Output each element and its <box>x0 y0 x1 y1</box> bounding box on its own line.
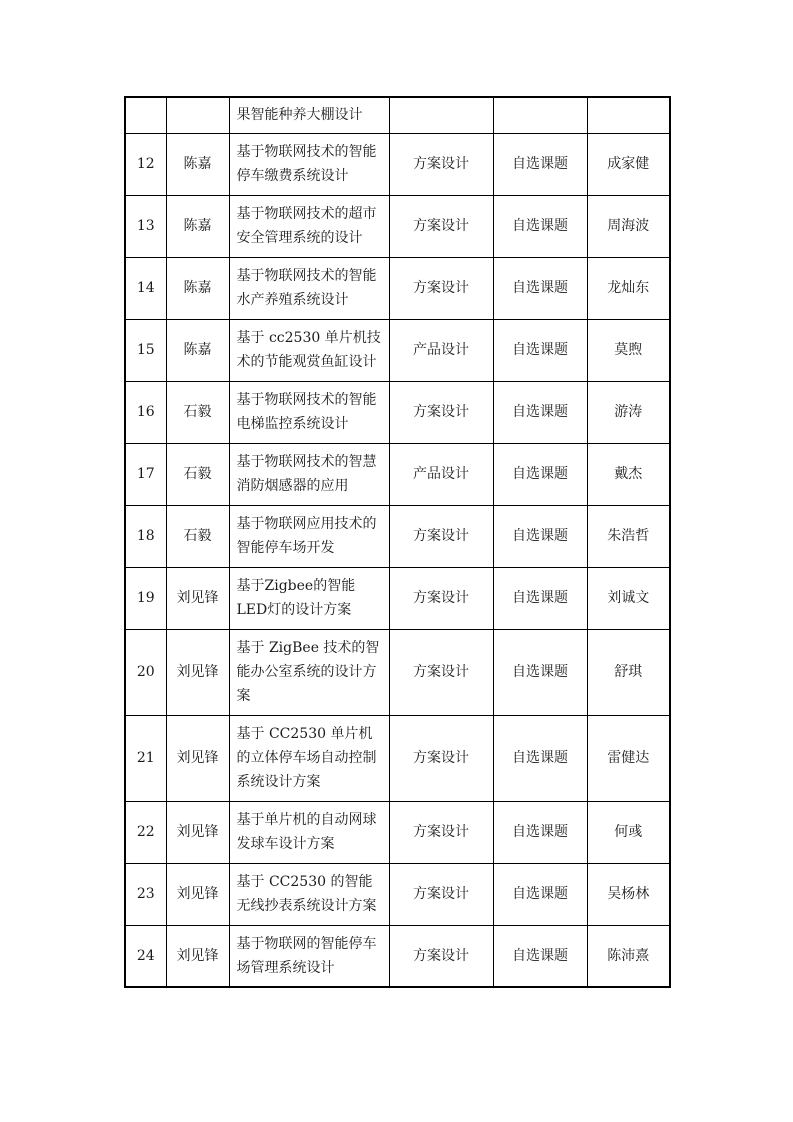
row-number: 24 <box>125 925 166 987</box>
table-row <box>125 801 670 863</box>
topic-title: 基于Zigbee的智能LED灯的设计方案 <box>229 567 389 629</box>
row-number: 14 <box>125 257 166 319</box>
topic-title: 基于单片机的自动网球发球车设计方案 <box>229 801 389 863</box>
topic-source: 自选课题 <box>493 629 587 715</box>
design-type: 方案设计 <box>389 801 493 863</box>
design-type: 方案设计 <box>389 257 493 319</box>
design-type: 方案设计 <box>389 195 493 257</box>
student-name: 游涛 <box>587 381 670 443</box>
table-row <box>125 863 670 925</box>
student-name: 戴杰 <box>587 443 670 505</box>
topic-title: 基于物联网的智能停车场管理系统设计 <box>229 925 389 987</box>
topic-title: 基于 CC2530 单片机的立体停车场自动控制系统设计方案 <box>229 715 389 801</box>
topic-title: 基于物联网技术的智能水产养殖系统设计 <box>229 257 389 319</box>
teacher-name <box>166 97 229 133</box>
topic-title: 基于物联网应用技术的智能停车场开发 <box>229 505 389 567</box>
row-number: 13 <box>125 195 166 257</box>
teacher-name: 陈嘉 <box>166 133 229 195</box>
design-type <box>389 97 493 133</box>
topic-source: 自选课题 <box>493 257 587 319</box>
topic-source: 自选课题 <box>493 381 587 443</box>
topic-source: 自选课题 <box>493 443 587 505</box>
topic-source: 自选课题 <box>493 925 587 987</box>
teacher-name: 石毅 <box>166 443 229 505</box>
teacher-name: 刘见锋 <box>166 925 229 987</box>
topic-title: 基于物联网技术的超市安全管理系统的设计 <box>229 195 389 257</box>
table-row <box>125 381 670 443</box>
topic-source: 自选课题 <box>493 801 587 863</box>
teacher-name: 刘见锋 <box>166 863 229 925</box>
design-type: 方案设计 <box>389 629 493 715</box>
student-name: 朱浩哲 <box>587 505 670 567</box>
table-row <box>125 257 670 319</box>
student-name <box>587 97 670 133</box>
topic-source: 自选课题 <box>493 195 587 257</box>
row-number: 17 <box>125 443 166 505</box>
table-row <box>125 443 670 505</box>
teacher-name: 陈嘉 <box>166 319 229 381</box>
row-number: 12 <box>125 133 166 195</box>
student-name: 舒琪 <box>587 629 670 715</box>
topic-title: 基于物联网技术的智能电梯监控系统设计 <box>229 381 389 443</box>
table-row <box>125 319 670 381</box>
topic-title: 基于 ZigBee 技术的智能办公室系统的设计方案 <box>229 629 389 715</box>
teacher-name: 石毅 <box>166 505 229 567</box>
row-number <box>125 97 166 133</box>
topic-source <box>493 97 587 133</box>
table-row <box>125 195 670 257</box>
student-name: 何彧 <box>587 801 670 863</box>
teacher-name: 刘见锋 <box>166 715 229 801</box>
topic-source: 自选课题 <box>493 863 587 925</box>
topic-title: 基于物联网技术的智慧消防烟感器的应用 <box>229 443 389 505</box>
table-row <box>125 97 670 133</box>
topic-title: 基于物联网技术的智能停车缴费系统设计 <box>229 133 389 195</box>
design-type: 产品设计 <box>389 443 493 505</box>
design-type: 方案设计 <box>389 505 493 567</box>
design-type: 方案设计 <box>389 133 493 195</box>
teacher-name: 刘见锋 <box>166 801 229 863</box>
table-row <box>125 715 670 801</box>
student-name: 刘诚文 <box>587 567 670 629</box>
topic-title: 基于 CC2530 的智能无线抄表系统设计方案 <box>229 863 389 925</box>
teacher-name: 陈嘉 <box>166 257 229 319</box>
student-name: 雷健达 <box>587 715 670 801</box>
row-number: 21 <box>125 715 166 801</box>
row-number: 16 <box>125 381 166 443</box>
row-number: 20 <box>125 629 166 715</box>
topic-source: 自选课题 <box>493 567 587 629</box>
row-number: 19 <box>125 567 166 629</box>
design-type: 方案设计 <box>389 381 493 443</box>
student-name: 陈沛熹 <box>587 925 670 987</box>
row-number: 23 <box>125 863 166 925</box>
teacher-name: 石毅 <box>166 381 229 443</box>
design-type: 方案设计 <box>389 925 493 987</box>
design-type: 方案设计 <box>389 715 493 801</box>
design-type: 产品设计 <box>389 319 493 381</box>
row-number: 15 <box>125 319 166 381</box>
student-name: 龙灿东 <box>587 257 670 319</box>
student-name: 成家健 <box>587 133 670 195</box>
table-row <box>125 133 670 195</box>
teacher-name: 陈嘉 <box>166 195 229 257</box>
student-name: 周海波 <box>587 195 670 257</box>
topic-source: 自选课题 <box>493 133 587 195</box>
topic-source: 自选课题 <box>493 715 587 801</box>
teacher-name: 刘见锋 <box>166 629 229 715</box>
table-row <box>125 505 670 567</box>
student-name: 吴杨林 <box>587 863 670 925</box>
topic-source: 自选课题 <box>493 319 587 381</box>
row-number: 22 <box>125 801 166 863</box>
table-row <box>125 567 670 629</box>
table-row <box>125 925 670 987</box>
topic-title: 基于 cc2530 单片机技术的节能观赏鱼缸设计 <box>229 319 389 381</box>
topic-assignment-table <box>124 96 671 988</box>
design-type: 方案设计 <box>389 567 493 629</box>
row-number: 18 <box>125 505 166 567</box>
table-row <box>125 629 670 715</box>
topic-title: 果智能种养大棚设计 <box>229 97 389 133</box>
topic-source: 自选课题 <box>493 505 587 567</box>
teacher-name: 刘见锋 <box>166 567 229 629</box>
design-type: 方案设计 <box>389 863 493 925</box>
student-name: 莫煦 <box>587 319 670 381</box>
